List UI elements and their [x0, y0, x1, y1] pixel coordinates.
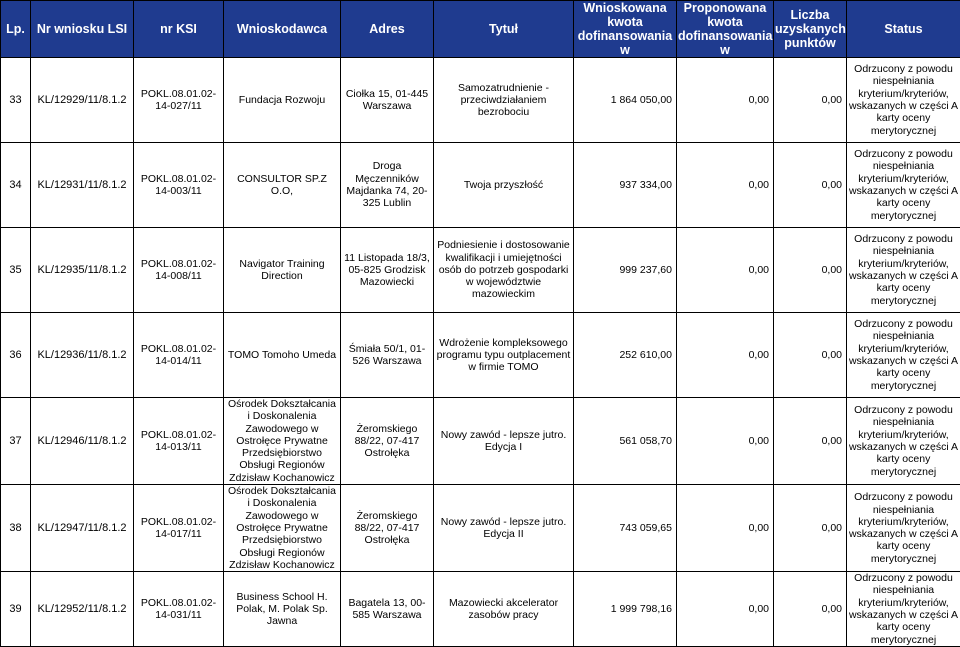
cell-kwota-wnioskowana: 561 058,70 [574, 398, 677, 485]
cell-status: Odrzucony z powodu niespełniania kryterium/kryteriów, wskazanych w części A karty oceny merytorycznej [847, 143, 960, 228]
cell-kwota-proponowana: 0,00 [677, 485, 774, 572]
table-row [1, 228, 960, 313]
cell-nr-ksi: POKL.08.01.02-14-008/11 [134, 228, 224, 313]
cell-tytul: Samozatrudnienie - przeciwdziałaniem bezrobociu [434, 58, 574, 143]
cell-wnioskodawca: Ośrodek Dokształcania i Doskonalenia Zawodowego w Ostrołęce Prywatne Przedsiębiorstwo Obsługi Regionów Zdzisław Kochanowicz [224, 398, 341, 485]
cell-status: Odrzucony z powodu niespełniania kryterium/kryteriów, wskazanych w części A karty oceny merytorycznej [847, 313, 960, 398]
cell-kwota-proponowana: 0,00 [677, 228, 774, 313]
cell-kwota-wnioskowana: 937 334,00 [574, 143, 677, 228]
cell-punkty: 0,00 [774, 313, 847, 398]
cell-status: Odrzucony z powodu niespełniania kryterium/kryteriów, wskazanych w części A karty oceny merytorycznej [847, 485, 960, 572]
cell-tytul: Mazowiecki akcelerator zasobów pracy [434, 572, 574, 647]
cell-adres: Ciołka 15, 01-445 Warszawa [341, 58, 434, 143]
cell-status: Odrzucony z powodu niespełniania kryterium/kryteriów, wskazanych w części A karty oceny merytorycznej [847, 58, 960, 143]
cell-nr-wniosku: KL/12935/11/8.1.2 [31, 228, 134, 313]
cell-kwota-wnioskowana: 743 059,65 [574, 485, 677, 572]
col-header-wnioskodawca: Wnioskodawca [224, 1, 341, 58]
cell-nr-ksi: POKL.08.01.02-14-013/11 [134, 398, 224, 485]
cell-kwota-proponowana: 0,00 [677, 58, 774, 143]
table-row [1, 572, 960, 647]
cell-tytul: Twoja przyszłość [434, 143, 574, 228]
cell-punkty: 0,00 [774, 58, 847, 143]
col-header-lp: Lp. [1, 1, 31, 58]
cell-punkty: 0,00 [774, 228, 847, 313]
cell-kwota-proponowana: 0,00 [677, 398, 774, 485]
col-header-tytul: Tytuł [434, 1, 574, 58]
cell-kwota-proponowana: 0,00 [677, 313, 774, 398]
cell-wnioskodawca: CONSULTOR SP.Z O.O, [224, 143, 341, 228]
cell-tytul: Nowy zawód - lepsze jutro. Edycja II [434, 485, 574, 572]
col-header-status: Status [847, 1, 960, 58]
table-row [1, 313, 960, 398]
cell-kwota-wnioskowana: 252 610,00 [574, 313, 677, 398]
col-header-kwota-wnioskowana: Wnioskowana kwota dofinansowania w [574, 1, 677, 58]
cell-status: Odrzucony z powodu niespełniania kryterium/kryteriów, wskazanych w części A karty oceny merytorycznej [847, 572, 960, 647]
cell-nr-ksi: POKL.08.01.02-14-014/11 [134, 313, 224, 398]
cell-kwota-wnioskowana: 999 237,60 [574, 228, 677, 313]
cell-nr-wniosku: KL/12931/11/8.1.2 [31, 143, 134, 228]
cell-tytul: Podniesienie i dostosowanie kwalifikacji i umiejętności osób do potrzeb gospodarki w województwie mazowieckim [434, 228, 574, 313]
cell-adres: Żeromskiego 88/22, 07-417 Ostrołęka [341, 485, 434, 572]
cell-status: Odrzucony z powodu niespełniania kryterium/kryteriów, wskazanych w części A karty oceny merytorycznej [847, 228, 960, 313]
cell-adres: Żeromskiego 88/22, 07-417 Ostrołęka [341, 398, 434, 485]
col-header-adres: Adres [341, 1, 434, 58]
cell-nr-ksi: POKL.08.01.02-14-003/11 [134, 143, 224, 228]
col-header-liczba-punktow: Liczba uzyskanych punktów [774, 1, 847, 58]
table-row [1, 58, 960, 143]
cell-punkty: 0,00 [774, 143, 847, 228]
cell-punkty: 0,00 [774, 572, 847, 647]
cell-lp: 34 [1, 143, 31, 228]
cell-lp: 36 [1, 313, 31, 398]
table-row [1, 398, 960, 485]
cell-nr-ksi: POKL.08.01.02-14-027/11 [134, 58, 224, 143]
cell-tytul: Nowy zawód - lepsze jutro. Edycja I [434, 398, 574, 485]
cell-kwota-proponowana: 0,00 [677, 572, 774, 647]
cell-adres: Droga Męczenników Majdanka 74, 20-325 Lublin [341, 143, 434, 228]
cell-nr-wniosku: KL/12929/11/8.1.2 [31, 58, 134, 143]
col-header-kwota-proponowana: Proponowana kwota dofinansowania w [677, 1, 774, 58]
cell-punkty: 0,00 [774, 398, 847, 485]
cell-lp: 37 [1, 398, 31, 485]
cell-tytul: Wdrożenie kompleksowego programu typu outplacement w firmie TOMO [434, 313, 574, 398]
cell-lp: 38 [1, 485, 31, 572]
cell-adres: Śmiała 50/1, 01-526 Warszawa [341, 313, 434, 398]
cell-lp: 33 [1, 58, 31, 143]
cell-status: Odrzucony z powodu niespełniania kryterium/kryteriów, wskazanych w części A karty oceny merytorycznej [847, 398, 960, 485]
cell-nr-ksi: POKL.08.01.02-14-017/11 [134, 485, 224, 572]
table-row [1, 143, 960, 228]
cell-nr-ksi: POKL.08.01.02-14-031/11 [134, 572, 224, 647]
cell-nr-wniosku: KL/12947/11/8.1.2 [31, 485, 134, 572]
col-header-nr-ksi: nr KSI [134, 1, 224, 58]
cell-nr-wniosku: KL/12946/11/8.1.2 [31, 398, 134, 485]
cell-lp: 39 [1, 572, 31, 647]
cell-wnioskodawca: Business School H. Polak, M. Polak Sp. Jawna [224, 572, 341, 647]
cell-punkty: 0,00 [774, 485, 847, 572]
cell-lp: 35 [1, 228, 31, 313]
cell-kwota-wnioskowana: 1 864 050,00 [574, 58, 677, 143]
cell-wnioskodawca: Ośrodek Dokształcania i Doskonalenia Zawodowego w Ostrołęce Prywatne Przedsiębiorstwo Obsługi Regionów Zdzisław Kochanowicz [224, 485, 341, 572]
table-row [1, 485, 960, 572]
cell-wnioskodawca: TOMO Tomoho Umeda [224, 313, 341, 398]
cell-wnioskodawca: Navigator Training Direction [224, 228, 341, 313]
cell-nr-wniosku: KL/12952/11/8.1.2 [31, 572, 134, 647]
cell-adres: 11 Listopada 18/3, 05-825 Grodzisk Mazowiecki [341, 228, 434, 313]
cell-wnioskodawca: Fundacja Rozwoju [224, 58, 341, 143]
col-header-nr-wniosku: Nr wniosku LSI [31, 1, 134, 58]
header-row [1, 1, 960, 58]
cell-kwota-wnioskowana: 1 999 798,16 [574, 572, 677, 647]
cell-nr-wniosku: KL/12936/11/8.1.2 [31, 313, 134, 398]
cell-adres: Bagatela 13, 00-585 Warszawa [341, 572, 434, 647]
cell-kwota-proponowana: 0,00 [677, 143, 774, 228]
